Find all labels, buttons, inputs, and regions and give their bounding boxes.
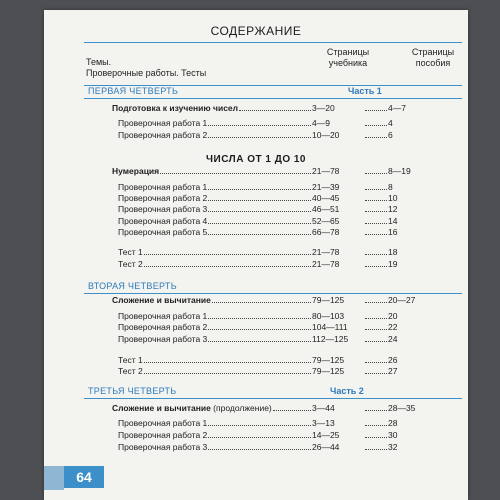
manual-pages: 24 bbox=[388, 334, 398, 344]
dot-leader bbox=[160, 173, 311, 174]
contents-row bbox=[118, 334, 416, 345]
contents-row bbox=[118, 204, 416, 215]
contents-row bbox=[118, 430, 416, 441]
dot-leader bbox=[208, 189, 311, 190]
textbook-pages: 21—78 bbox=[312, 166, 340, 176]
contents-row bbox=[118, 247, 416, 258]
dot-leader bbox=[208, 223, 311, 224]
dot-leader bbox=[144, 362, 311, 363]
quarter-2-heading: ВТОРАЯ ЧЕТВЕРТЬ bbox=[88, 281, 177, 291]
textbook-pages: 79—125 bbox=[312, 366, 345, 376]
row-label: Проверочная работа 4 bbox=[118, 216, 208, 226]
header-textbook-line1: Страницы bbox=[326, 47, 370, 57]
textbook-pages: 52—65 bbox=[312, 216, 340, 226]
row-label: Нумерация bbox=[112, 166, 160, 176]
dot-leader bbox=[365, 254, 387, 255]
textbook-pages: 79—125 bbox=[312, 295, 345, 305]
header-themes bbox=[86, 57, 206, 79]
header-manual-pages bbox=[404, 47, 462, 69]
contents-row bbox=[118, 322, 416, 333]
contents-row bbox=[118, 130, 416, 141]
row-label: Тест 2 bbox=[118, 259, 143, 269]
dot-leader bbox=[208, 234, 311, 235]
quarter-1-heading: ПЕРВАЯ ЧЕТВЕРТЬ bbox=[88, 86, 179, 96]
manual-pages: 8—19 bbox=[388, 166, 411, 176]
row-label: Проверочная работа 1 bbox=[118, 182, 208, 192]
dot-leader bbox=[365, 266, 387, 267]
dot-leader bbox=[365, 125, 387, 126]
dot-leader bbox=[208, 125, 311, 126]
header-themes-line2: Проверочные работы. Тесты bbox=[86, 68, 207, 78]
contents-row bbox=[118, 193, 416, 204]
row-label: Проверочная работа 3 bbox=[118, 204, 208, 214]
row-label: Проверочная работа 2 bbox=[118, 130, 208, 140]
dot-leader bbox=[365, 302, 387, 303]
contents-row bbox=[118, 227, 416, 238]
manual-pages: 14 bbox=[388, 216, 398, 226]
dot-leader bbox=[365, 223, 387, 224]
row-label: Проверочная работа 3 bbox=[118, 334, 208, 344]
contents-row bbox=[118, 442, 416, 453]
contents-row bbox=[118, 355, 416, 366]
dot-leader bbox=[365, 318, 387, 319]
contents-row bbox=[112, 166, 416, 177]
dot-leader bbox=[365, 362, 387, 363]
dot-leader bbox=[212, 302, 311, 303]
manual-pages: 4—7 bbox=[388, 103, 406, 113]
quarter-3-divider bbox=[84, 398, 462, 399]
dot-leader bbox=[208, 341, 311, 342]
dot-leader bbox=[365, 234, 387, 235]
dot-leader bbox=[208, 425, 311, 426]
dot-leader bbox=[365, 211, 387, 212]
manual-pages: 28—35 bbox=[388, 403, 416, 413]
row-label: Сложение и вычитание bbox=[112, 295, 211, 305]
row-label: Тест 1 bbox=[118, 355, 143, 365]
textbook-pages: 21—39 bbox=[312, 182, 340, 192]
manual-pages: 22 bbox=[388, 322, 398, 332]
dot-leader bbox=[365, 200, 387, 201]
contents-row bbox=[112, 103, 416, 114]
dot-leader bbox=[239, 110, 311, 111]
dot-leader bbox=[208, 137, 311, 138]
contents-row bbox=[118, 216, 416, 227]
contents-row bbox=[112, 403, 416, 414]
row-label: Проверочная работа 3 bbox=[118, 442, 208, 452]
dot-leader bbox=[208, 449, 311, 450]
textbook-pages: 104—111 bbox=[312, 322, 348, 332]
contents-row bbox=[118, 311, 416, 322]
contents-row bbox=[112, 295, 416, 306]
contents-row bbox=[118, 366, 416, 377]
manual-pages: 30 bbox=[388, 430, 398, 440]
row-label: Сложение и вычитание bbox=[112, 403, 211, 413]
dot-leader bbox=[365, 329, 387, 330]
header-themes-line1: Темы. bbox=[86, 57, 112, 67]
header-manual-line2: пособия bbox=[415, 58, 451, 68]
dot-leader bbox=[365, 449, 387, 450]
textbook-pages: 21—78 bbox=[312, 247, 340, 257]
manual-pages: 4 bbox=[388, 118, 393, 128]
textbook-pages: 79—125 bbox=[312, 355, 345, 365]
dot-leader bbox=[273, 410, 311, 411]
manual-pages: 16 bbox=[388, 227, 398, 237]
dot-leader bbox=[365, 110, 387, 111]
contents-row bbox=[118, 418, 416, 429]
row-label: Проверочная работа 2 bbox=[118, 193, 208, 203]
textbook-pages: 4—9 bbox=[312, 118, 330, 128]
dot-leader bbox=[208, 211, 311, 212]
manual-pages: 26 bbox=[388, 355, 398, 365]
textbook-pages: 40—45 bbox=[312, 193, 340, 203]
row-label: Проверочная работа 2 bbox=[118, 322, 208, 332]
dot-leader bbox=[365, 437, 387, 438]
textbook-pages: 14—25 bbox=[312, 430, 340, 440]
dot-leader bbox=[208, 329, 311, 330]
header-textbook-line2: учебника bbox=[328, 58, 368, 68]
row-label: Проверочная работа 5 bbox=[118, 227, 208, 237]
row-label: Тест 2 bbox=[118, 366, 143, 376]
page-corner-decoration bbox=[44, 466, 64, 490]
contents-row bbox=[118, 182, 416, 193]
page-number: 64 bbox=[64, 466, 104, 488]
textbook-pages: 112—125 bbox=[312, 334, 349, 344]
textbook-pages: 3—20 bbox=[312, 103, 335, 113]
contents-row bbox=[118, 259, 416, 270]
manual-pages: 28 bbox=[388, 418, 398, 428]
row-label-suffix: (продолжение) bbox=[210, 403, 272, 413]
quarter-3-part: Часть 2 bbox=[330, 386, 364, 396]
row-label: Проверочная работа 1 bbox=[118, 311, 208, 321]
row-label: Тест 1 bbox=[118, 247, 143, 257]
manual-pages: 6 bbox=[388, 130, 393, 140]
textbook-pages: 3—13 bbox=[312, 418, 335, 428]
manual-pages: 20—27 bbox=[388, 295, 416, 305]
row-label: Проверочная работа 1 bbox=[118, 418, 208, 428]
manual-pages: 32 bbox=[388, 442, 398, 452]
manual-pages: 20 bbox=[388, 311, 398, 321]
section-numbers-heading: ЧИСЛА ОТ 1 ДО 10 bbox=[205, 154, 306, 165]
table-header bbox=[84, 42, 462, 86]
header-textbook-pages bbox=[320, 47, 376, 69]
dot-leader bbox=[365, 137, 387, 138]
row-label: Проверочная работа 1 bbox=[118, 118, 208, 128]
manual-pages: 18 bbox=[388, 247, 398, 257]
textbook-pages: 10—20 bbox=[312, 130, 340, 140]
textbook-pages: 80—103 bbox=[312, 311, 345, 321]
manual-pages: 10 bbox=[388, 193, 398, 203]
dot-leader bbox=[208, 200, 311, 201]
dot-leader bbox=[144, 266, 311, 267]
dot-leader bbox=[365, 341, 387, 342]
textbook-pages: 3—44 bbox=[312, 403, 335, 413]
manual-pages: 19 bbox=[388, 259, 398, 269]
textbook-pages: 46—51 bbox=[312, 204, 340, 214]
quarter-3-heading: ТРЕТЬЯ ЧЕТВЕРТЬ bbox=[88, 386, 177, 396]
manual-pages: 12 bbox=[388, 204, 398, 214]
manual-pages: 8 bbox=[388, 182, 393, 192]
textbook-pages: 21—78 bbox=[312, 259, 340, 269]
dot-leader bbox=[365, 425, 387, 426]
dot-leader bbox=[144, 373, 311, 374]
dot-leader bbox=[365, 173, 387, 174]
textbook-pages: 26—44 bbox=[312, 442, 340, 452]
row-label: Проверочная работа 2 bbox=[118, 430, 208, 440]
quarter-2-divider bbox=[84, 293, 462, 294]
dot-leader bbox=[365, 189, 387, 190]
header-manual-line1: Страницы bbox=[411, 47, 455, 57]
page-title: СОДЕРЖАНИЕ bbox=[210, 24, 302, 38]
dot-leader bbox=[365, 410, 387, 411]
quarter-1-divider bbox=[84, 98, 462, 99]
contents-row bbox=[118, 118, 416, 129]
dot-leader bbox=[208, 318, 311, 319]
dot-leader bbox=[208, 437, 311, 438]
quarter-1-part: Часть 1 bbox=[348, 86, 382, 96]
dot-leader bbox=[144, 254, 311, 255]
manual-pages: 27 bbox=[388, 366, 398, 376]
row-label: Подготовка к изучению чисел bbox=[112, 103, 239, 113]
textbook-pages: 66—78 bbox=[312, 227, 340, 237]
dot-leader bbox=[365, 373, 387, 374]
